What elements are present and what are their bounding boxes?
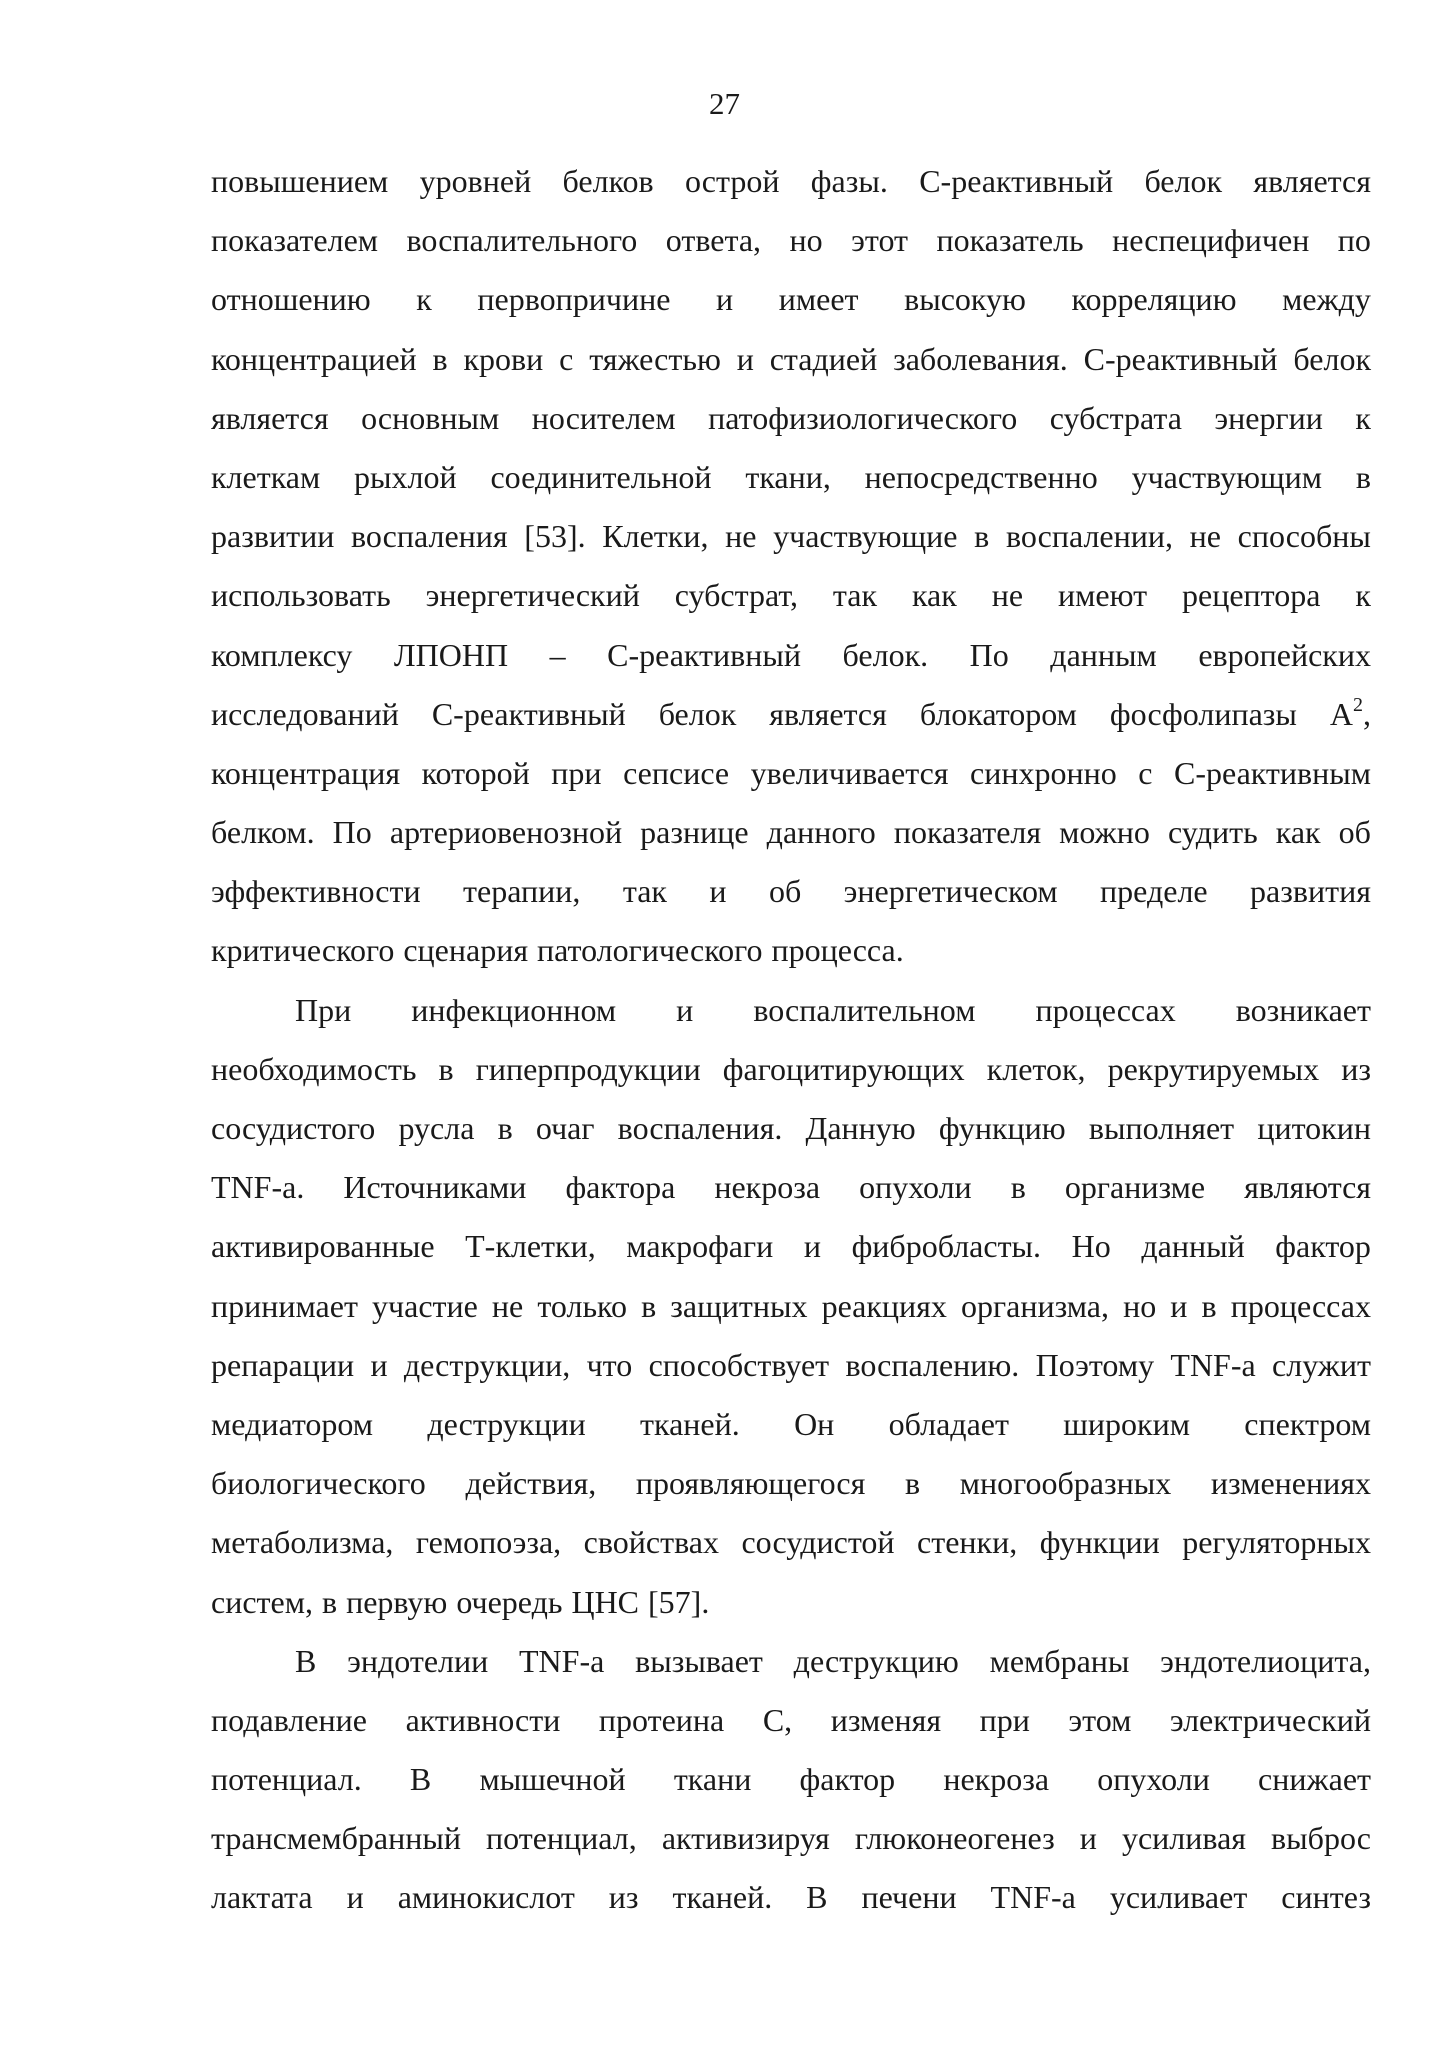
word: спектром (1244, 1405, 1371, 1442)
word: выполняет (1088, 1110, 1235, 1146)
word: глюконеогенез (854, 1820, 1055, 1857)
word: сосудистой (741, 1524, 895, 1561)
page-number: 27 (709, 86, 740, 121)
word: потенциал, (486, 1820, 637, 1857)
word: организма, (960, 1287, 1109, 1324)
word: защитных (670, 1287, 808, 1324)
word: цитокин (1257, 1110, 1371, 1146)
word: электрический (1169, 1701, 1371, 1738)
text-line (211, 1632, 1371, 1691)
word: показателем (211, 222, 379, 259)
word: изменяя (830, 1701, 942, 1738)
text-line (211, 211, 1371, 270)
word: являются (1244, 1169, 1371, 1206)
word: как (911, 577, 957, 614)
word: синхронно (970, 754, 1117, 791)
word: так (622, 873, 667, 910)
word: С-реактивным (1173, 754, 1371, 791)
word: в (438, 1050, 454, 1087)
word: неспецифичен (1112, 222, 1310, 259)
word: Источниками (343, 1169, 527, 1206)
text-line (211, 1809, 1371, 1868)
word: процессах (1035, 991, 1176, 1028)
text-line (211, 507, 1371, 566)
word: С-реактивный (607, 636, 802, 673)
word: в (432, 340, 448, 377)
word: гемопоэза, (415, 1524, 562, 1561)
word: патологического (537, 932, 763, 969)
word: и (1170, 1287, 1188, 1324)
word: в (1201, 1287, 1217, 1324)
paragraph (211, 1632, 1371, 1928)
word: инфекционном (411, 991, 617, 1028)
word: данный (1141, 1228, 1245, 1265)
word: данным (1050, 636, 1157, 673)
word: ЛПОНП (393, 636, 509, 673)
word: показатель (936, 222, 1084, 259)
text-line (211, 803, 1371, 862)
word: свойствах (583, 1524, 719, 1561)
word: является (211, 399, 329, 436)
word: проявляющегося (635, 1465, 866, 1502)
word: но (789, 222, 823, 259)
word: энергии (1214, 399, 1323, 436)
word: воспалению. (845, 1346, 1020, 1383)
word: мембраны (989, 1642, 1130, 1679)
word: усиливает (1109, 1879, 1248, 1916)
word: при (551, 754, 602, 791)
word: С-реактивный (919, 163, 1114, 199)
word: способны (1237, 518, 1371, 555)
word: По (969, 636, 1009, 673)
word: блокатором (919, 695, 1077, 732)
word: систем, (211, 1583, 313, 1620)
word: высокую (904, 281, 1026, 318)
word: так (832, 577, 878, 614)
word: из (1341, 1050, 1371, 1087)
word: в (904, 1465, 921, 1502)
word: некроза (943, 1761, 1050, 1798)
word: участие (372, 1287, 478, 1324)
word: энергетический (425, 577, 640, 614)
word: носителем (531, 399, 676, 436)
word: рекрутируемых (1107, 1050, 1320, 1087)
word: печени (861, 1879, 957, 1916)
word: синтез (1281, 1879, 1371, 1916)
word: активизируя (661, 1820, 830, 1857)
word: TNF-a (990, 1879, 1076, 1916)
word: способствует (648, 1346, 830, 1383)
word: процессах (1230, 1287, 1371, 1324)
word: уровней (419, 163, 532, 199)
word: воспалительном (753, 991, 976, 1028)
word: фактор (1275, 1228, 1371, 1265)
word: деструкции, (403, 1346, 571, 1383)
word: и (346, 1879, 364, 1916)
word: процесса. (771, 932, 904, 969)
word: клеткам (211, 458, 321, 495)
word: потенциал. (211, 1761, 362, 1798)
word: рыхлой (354, 458, 457, 495)
word: очередь (456, 1583, 563, 1620)
word: об (1338, 814, 1371, 851)
word: является (769, 695, 887, 732)
word: пределе (1100, 873, 1208, 910)
word: этом (1068, 1701, 1132, 1738)
word: субстрат, (674, 577, 798, 614)
word: макрофаги (626, 1228, 774, 1265)
word: не (491, 1287, 524, 1324)
word: необходимость (211, 1050, 417, 1087)
text-line (211, 1158, 1371, 1217)
word: некроза (714, 1169, 821, 1206)
word: и (803, 1228, 821, 1265)
word: репарации (211, 1346, 355, 1383)
text-line (211, 1040, 1371, 1099)
word: критического (211, 932, 395, 969)
word: развитии (211, 518, 335, 555)
word: Данную (805, 1110, 916, 1146)
word: выброс (1271, 1820, 1371, 1857)
word: тканей. (672, 1879, 773, 1916)
text-line (211, 1691, 1371, 1750)
word: По (332, 814, 372, 851)
word: биологического (211, 1465, 426, 1502)
word: трансмембранный (211, 1820, 461, 1857)
word: лактата (211, 1879, 313, 1916)
word: С-реактивный (431, 695, 626, 732)
word: участвующие (773, 518, 958, 555)
text-line (211, 448, 1371, 507)
word: к (1355, 577, 1371, 614)
word: аминокислот (397, 1879, 575, 1916)
text-line (211, 1454, 1371, 1513)
word: функцию (938, 1110, 1066, 1146)
word: только (537, 1287, 627, 1324)
word: белок. (842, 636, 929, 673)
word: острой (684, 163, 780, 199)
word: активности (405, 1701, 561, 1738)
word: корреляцию (1071, 281, 1237, 318)
word: С-реактивный (1083, 340, 1278, 377)
word: ответа, (665, 222, 762, 259)
word: регуляторных (1182, 1524, 1371, 1561)
word: усиливая (1121, 1820, 1246, 1857)
word: подавление (211, 1701, 367, 1738)
word: терапии, (463, 873, 581, 910)
word: TNF-a (1170, 1346, 1256, 1383)
word: комплексу (211, 636, 353, 673)
word: концентрацией (211, 340, 417, 377)
text-line (211, 685, 1371, 744)
word: и (736, 340, 754, 377)
word: белок (1144, 163, 1223, 199)
word: Поэтому (1035, 1346, 1155, 1383)
word: к (1355, 399, 1371, 436)
word: – (549, 636, 566, 673)
word: эндотелиоцита, (1160, 1642, 1371, 1679)
word: имеет (778, 281, 859, 318)
word: исследований (211, 695, 399, 732)
word: из (608, 1879, 639, 1916)
word: [57]. (648, 1583, 710, 1620)
word: соединительной (490, 458, 712, 495)
word: в (497, 1110, 513, 1146)
word: является (1253, 163, 1371, 199)
word: первую (346, 1583, 448, 1620)
word: эффективности (211, 873, 421, 910)
word: не (1189, 518, 1221, 555)
word: по (1337, 222, 1371, 259)
word: фосфолипазы (1109, 695, 1297, 732)
word: воспаления. (617, 1110, 783, 1146)
word: принимает (211, 1287, 358, 1324)
word: и (1079, 1820, 1097, 1857)
text-line (211, 152, 1371, 211)
word: патофизиологического (708, 399, 1018, 436)
text-line (211, 626, 1371, 685)
text-line (211, 1217, 1371, 1276)
word: возникает (1235, 991, 1371, 1028)
word: фагоцитирующих (722, 1050, 965, 1087)
word: европейских (1198, 636, 1371, 673)
word: но (1123, 1287, 1157, 1324)
word: изменениях (1210, 1465, 1371, 1502)
word: сепсисе (623, 754, 730, 791)
word: опухоли (1097, 1761, 1210, 1798)
text-line (211, 389, 1371, 448)
word: показателя (893, 814, 1042, 851)
word: имеют (1058, 577, 1148, 614)
word: отношению (211, 281, 371, 318)
word: заболевания. (893, 340, 1068, 377)
word: сосудистого (211, 1110, 376, 1146)
word: деструкцию (793, 1642, 959, 1679)
text-line (211, 330, 1371, 389)
word: сценария (403, 932, 529, 969)
word: опухоли (859, 1169, 972, 1206)
word: очаг (535, 1110, 595, 1146)
text-line (211, 1099, 1371, 1158)
word: непосредственно (864, 458, 1098, 495)
word: [53]. (524, 518, 586, 555)
word: и (709, 873, 727, 910)
word: ткани, (745, 458, 831, 495)
text-line (211, 981, 1371, 1040)
word: и (370, 1346, 388, 1383)
word: с (559, 340, 574, 377)
word: тканей. (640, 1405, 740, 1442)
word: снижает (1258, 1761, 1371, 1798)
word: использовать (211, 577, 391, 614)
word: которой (421, 754, 530, 791)
paragraph (211, 981, 1371, 1632)
text-line (211, 1513, 1371, 1572)
word: развития (1250, 873, 1371, 910)
text-line (211, 566, 1371, 625)
word: организме (1064, 1169, 1206, 1206)
text-line (211, 1573, 1371, 1632)
word: В (806, 1879, 828, 1916)
word: медиатором (211, 1405, 374, 1442)
word: об (768, 873, 802, 910)
word: Он (794, 1405, 835, 1442)
word: фактора (565, 1169, 676, 1206)
word: белком. (211, 814, 315, 851)
word: деструкции (427, 1405, 586, 1442)
word: многообразных (959, 1465, 1172, 1502)
word: основным (361, 399, 500, 436)
text-line (211, 862, 1371, 921)
word: гиперпродукции (475, 1050, 701, 1087)
word: первопричине (477, 281, 671, 318)
word: стенки, (917, 1524, 1018, 1561)
word: воспаления (350, 518, 508, 555)
word: широким (1063, 1405, 1190, 1442)
text-line (211, 1868, 1371, 1927)
text-line (211, 270, 1371, 329)
word: При (295, 991, 352, 1028)
text-line (211, 1395, 1371, 1454)
word: В (409, 1761, 432, 1798)
word: разнице (640, 814, 749, 851)
text-body (211, 152, 1371, 1928)
word: при (979, 1701, 1030, 1738)
word: данного (766, 814, 876, 851)
word: и (676, 991, 694, 1028)
word: служит (1272, 1346, 1371, 1383)
word: тяжестью (589, 340, 721, 377)
word: Клетки, (602, 518, 709, 555)
word: фактор (799, 1761, 896, 1798)
word: Но (1071, 1228, 1111, 1265)
word: фазы. (810, 163, 888, 199)
word: между (1282, 281, 1371, 318)
text-line (211, 744, 1371, 803)
word: что (586, 1346, 633, 1383)
word: ткани (673, 1761, 752, 1798)
word: субстрата (1049, 399, 1182, 436)
word: Т-клетки, (465, 1228, 596, 1265)
word: эндотелии (347, 1642, 489, 1679)
word: обладает (888, 1405, 1009, 1442)
word: не (991, 577, 1024, 614)
word: функции (1039, 1524, 1160, 1561)
word: в (321, 1583, 338, 1620)
word: белков (562, 163, 654, 199)
text-line (211, 1750, 1371, 1809)
word: рецептора (1182, 577, 1321, 614)
word: участвующим (1131, 458, 1322, 495)
word: можно (1059, 814, 1150, 851)
word: к (416, 281, 432, 318)
word: и (716, 281, 734, 318)
word: воспалении, (1005, 518, 1173, 555)
text-line (211, 1277, 1371, 1336)
paragraph (211, 152, 1371, 981)
word: метаболизма, (211, 1524, 394, 1561)
word: в (974, 518, 990, 555)
word: белок (1293, 340, 1371, 377)
text-line (211, 921, 1371, 980)
word: повышением (211, 163, 389, 199)
text-line (211, 1336, 1371, 1395)
word: энергетическом (843, 873, 1058, 910)
word: $А^2$, (1329, 693, 1371, 732)
word: ЦНС (571, 1583, 640, 1620)
word: TNF-a. (211, 1169, 305, 1206)
word: не (725, 518, 757, 555)
word: в (1010, 1169, 1026, 1206)
word: фибробласты. (851, 1228, 1042, 1265)
word: как (1275, 814, 1321, 851)
word: стадией (769, 340, 878, 377)
word: протеина (598, 1701, 725, 1738)
word: клеток, (986, 1050, 1086, 1087)
word: реакциях (821, 1287, 947, 1324)
word: воспалительного (406, 222, 638, 259)
word: действия, (465, 1465, 597, 1502)
word: крови (463, 340, 544, 377)
word: с (1138, 754, 1153, 791)
word: В (295, 1642, 317, 1679)
word: активированные (211, 1228, 435, 1265)
word: в (1355, 458, 1371, 495)
word: увеличивается (750, 754, 949, 791)
word: TNF-a (519, 1642, 605, 1679)
word: вызывает (635, 1642, 763, 1679)
word: артериовенозной (389, 814, 623, 851)
word: в (641, 1287, 657, 1324)
word: концентрация (211, 754, 401, 791)
word: судить (1167, 814, 1258, 851)
word: С, (762, 1701, 793, 1738)
word: этот (851, 222, 908, 259)
word: белок (658, 695, 737, 732)
word: мышечной (479, 1761, 626, 1798)
word: русла (398, 1110, 475, 1146)
